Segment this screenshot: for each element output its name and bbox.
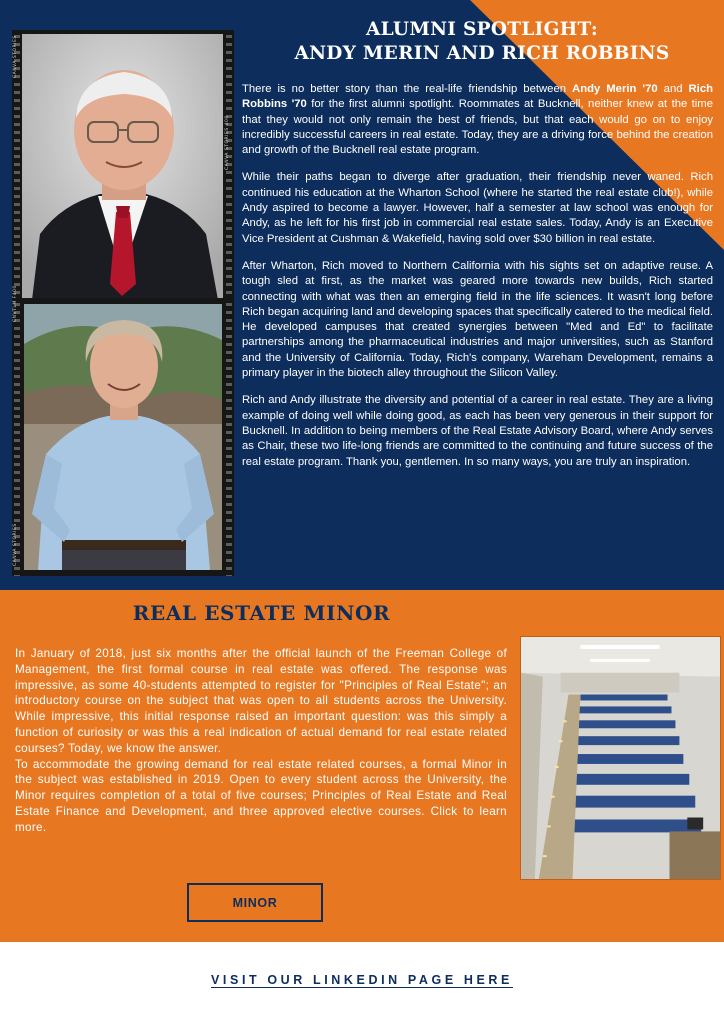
film-edge-text: CANVA STORIES (13, 523, 18, 566)
real-estate-minor-section (0, 590, 724, 942)
film-frame-andy (12, 30, 234, 306)
minor-body (15, 646, 507, 836)
spotlight-title (240, 18, 724, 66)
film-edge-text: CANVA STORIES 400 (225, 115, 230, 170)
spotlight-title-line2: ANDY MERIN AND RICH ROBBINS (294, 43, 670, 64)
film-edge-text: CNVTLM F400 (13, 285, 18, 322)
linkedin-link[interactable]: VISIT OUR LINKEDIN PAGE HERE (211, 973, 513, 987)
spotlight-paragraph-2: While their paths began to diverge after graduation, their friendship never waned. Rich continued his education at the Wharton School (where he started the real estate club!), while Andy aspired to become a lawyer. However, half a semester at law school was enough for Andy, as he left for his first job in commercial real estate sales. Today, Andy is an Executive Vice President at Cushman & Wakefield, having sold over $30 billion in real estate. (242, 171, 713, 245)
film-sprocket-holes (226, 298, 232, 576)
minor-paragraph-1: In January of 2018, just six months after the official launch of the Freeman College of Management, the first formal course in real estate was offered. The response was impressive, as some 40-students attempted to register for "Principles of Real Estate"; an introductory course on the subject that was open to all students across the University. While impressive, this initial response raised an important question: was this simply a function of curiosity or was this a real indication of actual demand for real estate related courses? Today, we know the answer. (15, 647, 507, 755)
linkedin-footer (0, 971, 724, 989)
rich-robbins-name: Rich Robbins '70 (242, 83, 713, 111)
minor-paragraph-2: To accommodate the growing demand for real estate related courses, a formal Minor in the subject was established in 2019. Open to every student across the University, the Minor requires completion of a total of five courses; Principles of Real Estate and Real Estate Finance and Development, and three approved elective courses. Click to learn more. (15, 757, 507, 834)
andy-merin-name: Andy Merin '70 (572, 83, 658, 95)
andy-merin-photo (22, 34, 223, 300)
spotlight-p1-text: There is no better story than the real-life friendship between (242, 83, 573, 95)
lecture-hall-photo (520, 636, 721, 880)
film-frame-rich (12, 285, 234, 576)
spotlight-title-line1: ALUMNI SPOTLIGHT: (365, 19, 599, 40)
minor-title: REAL ESTATE MINOR (132, 601, 391, 625)
spotlight-paragraph-4: Rich and Andy illustrate the diversity and potential of a career in real estate. They are a living example of doing well while doing good, as each has been very generous in their support for Bucknell. In addition to being members of the Real Estate Advisory Board, where Andy serves as Chair, these two life-long friends are committed to the continuing and future success of the real estate program. Thank you, gentlemen. In so many ways, you are truly an inspiration. (242, 394, 713, 468)
spotlight-paragraph-3: After Wharton, Rich moved to Northern California with his sights set on adaptive reuse. A tough sled at first, as the market was geared more towards new builds, Rich started connecting with what was then an emerging field in the life sciences. It wasn't long before Rich began acquiring land and developing spaces that specifically catered to the medical field. He developed campuses that created synergies between "Med and Ed" to facilitate partnerships among the pharmaceutical industries and major universities, such as Stanford and the University of California. Today, Rich's company, Wareham Development, remains a primary player in the biotech alley throughout the Silicon Valley. (242, 259, 713, 380)
spotlight-paragraph-1 (242, 82, 713, 158)
film-edge-text: CANVA STORIES (13, 35, 18, 78)
spotlight-p1-text: and (657, 83, 689, 95)
spotlight-p1-text: for the first alumni spotlight. Roommates at Bucknell, neither knew at the time that they would not only remain the best of friends, but that each would go on to enjoy incredibly successful careers in real estate. Today, they are a driving force behind the creation and growth of the Bucknell real estate program. (242, 98, 713, 157)
minor-button[interactable]: MINOR (187, 883, 323, 922)
spotlight-body (242, 82, 713, 482)
rich-robbins-photo (24, 304, 222, 570)
